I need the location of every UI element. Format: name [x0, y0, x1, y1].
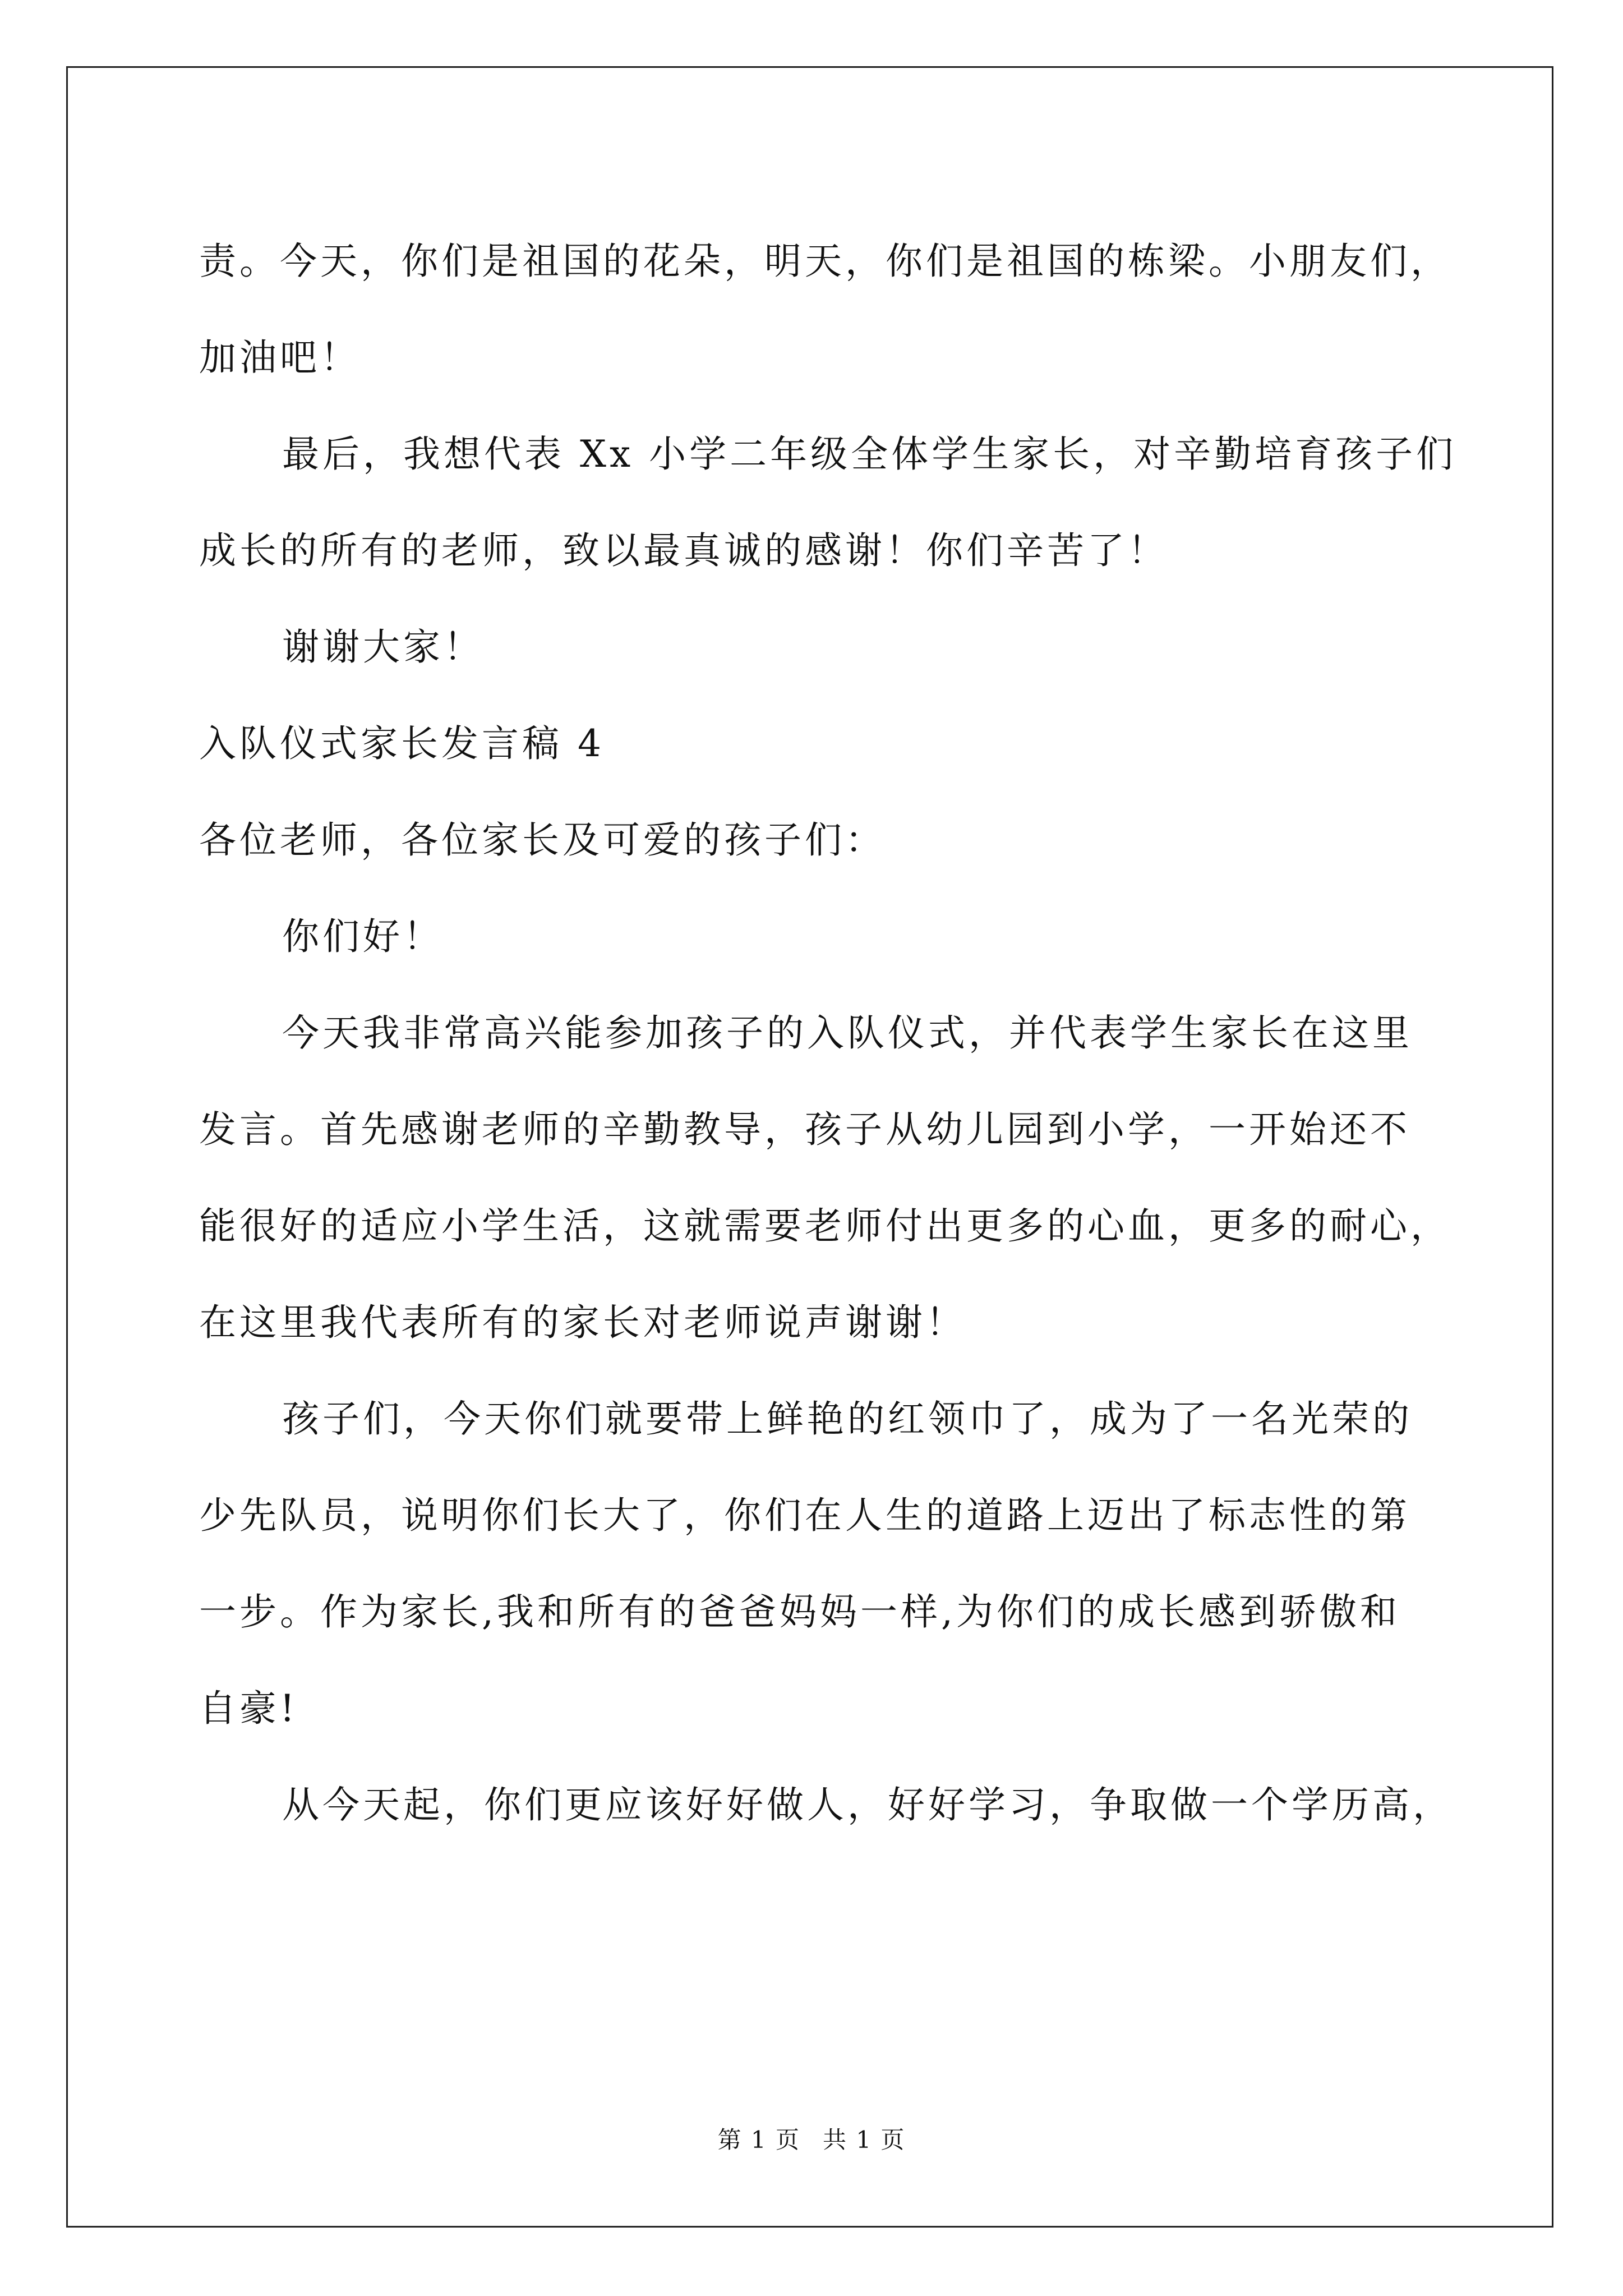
paragraph-line: 自豪!: [199, 1687, 298, 1730]
salutation: 各位老师，各位家长及可爱的孩子们：: [199, 818, 886, 862]
paragraph-line: 谢谢大家！: [282, 625, 484, 669]
page-total: 共 1 页: [823, 2126, 906, 2154]
paragraph-line: 少先队员，说明你们长大了，你们在人生的道路上迈出了标志性的第: [199, 1494, 1410, 1537]
paragraph-line: 能很好的适应小学生活，这就需要老师付出更多的心血，更多的耐心，: [199, 1204, 1451, 1248]
paragraph-line: 发言。首先感谢老师的辛勤教导，孩子从幼儿园到小学，一开始还不: [199, 1108, 1410, 1151]
paragraph-line: 孩子们，今天你们就要带上鲜艳的红领巾了，成为了一名光荣的: [282, 1397, 1413, 1441]
paragraph-line: 在这里我代表所有的家长对老师说声谢谢！: [199, 1301, 966, 1344]
paragraph-line: 今天我非常高兴能参加孩子的入队仪式，并代表学生家长在这里: [282, 1011, 1413, 1055]
paragraph-line: 一步。作为家长,我和所有的爸爸妈妈一样,为你们的成长感到骄傲和: [199, 1590, 1400, 1634]
document-body: [199, 213, 1457, 1853]
page-number: 第 1 页: [717, 2126, 800, 2154]
section-heading: 入队仪式家长发言稿 4: [199, 722, 605, 765]
paragraph-line: 加油吧！: [199, 336, 361, 379]
paragraph-line: 成长的所有的老师，致以最真诚的感谢！你们辛苦了！: [199, 529, 1168, 572]
paragraph-line: 最后，我想代表 Xx 小学二年级全体学生家长，对辛勤培育孩子们: [282, 432, 1457, 476]
paragraph-line: 从今天起，你们更应该好好做人，好好学习，争取做一个学历高，: [282, 1783, 1453, 1826]
page-footer: [0, 2123, 1623, 2157]
paragraph-line: 责。今天，你们是祖国的花朵，明天，你们是祖国的栋梁。小朋友们，: [199, 240, 1451, 283]
greeting: 你们好！: [282, 915, 444, 958]
